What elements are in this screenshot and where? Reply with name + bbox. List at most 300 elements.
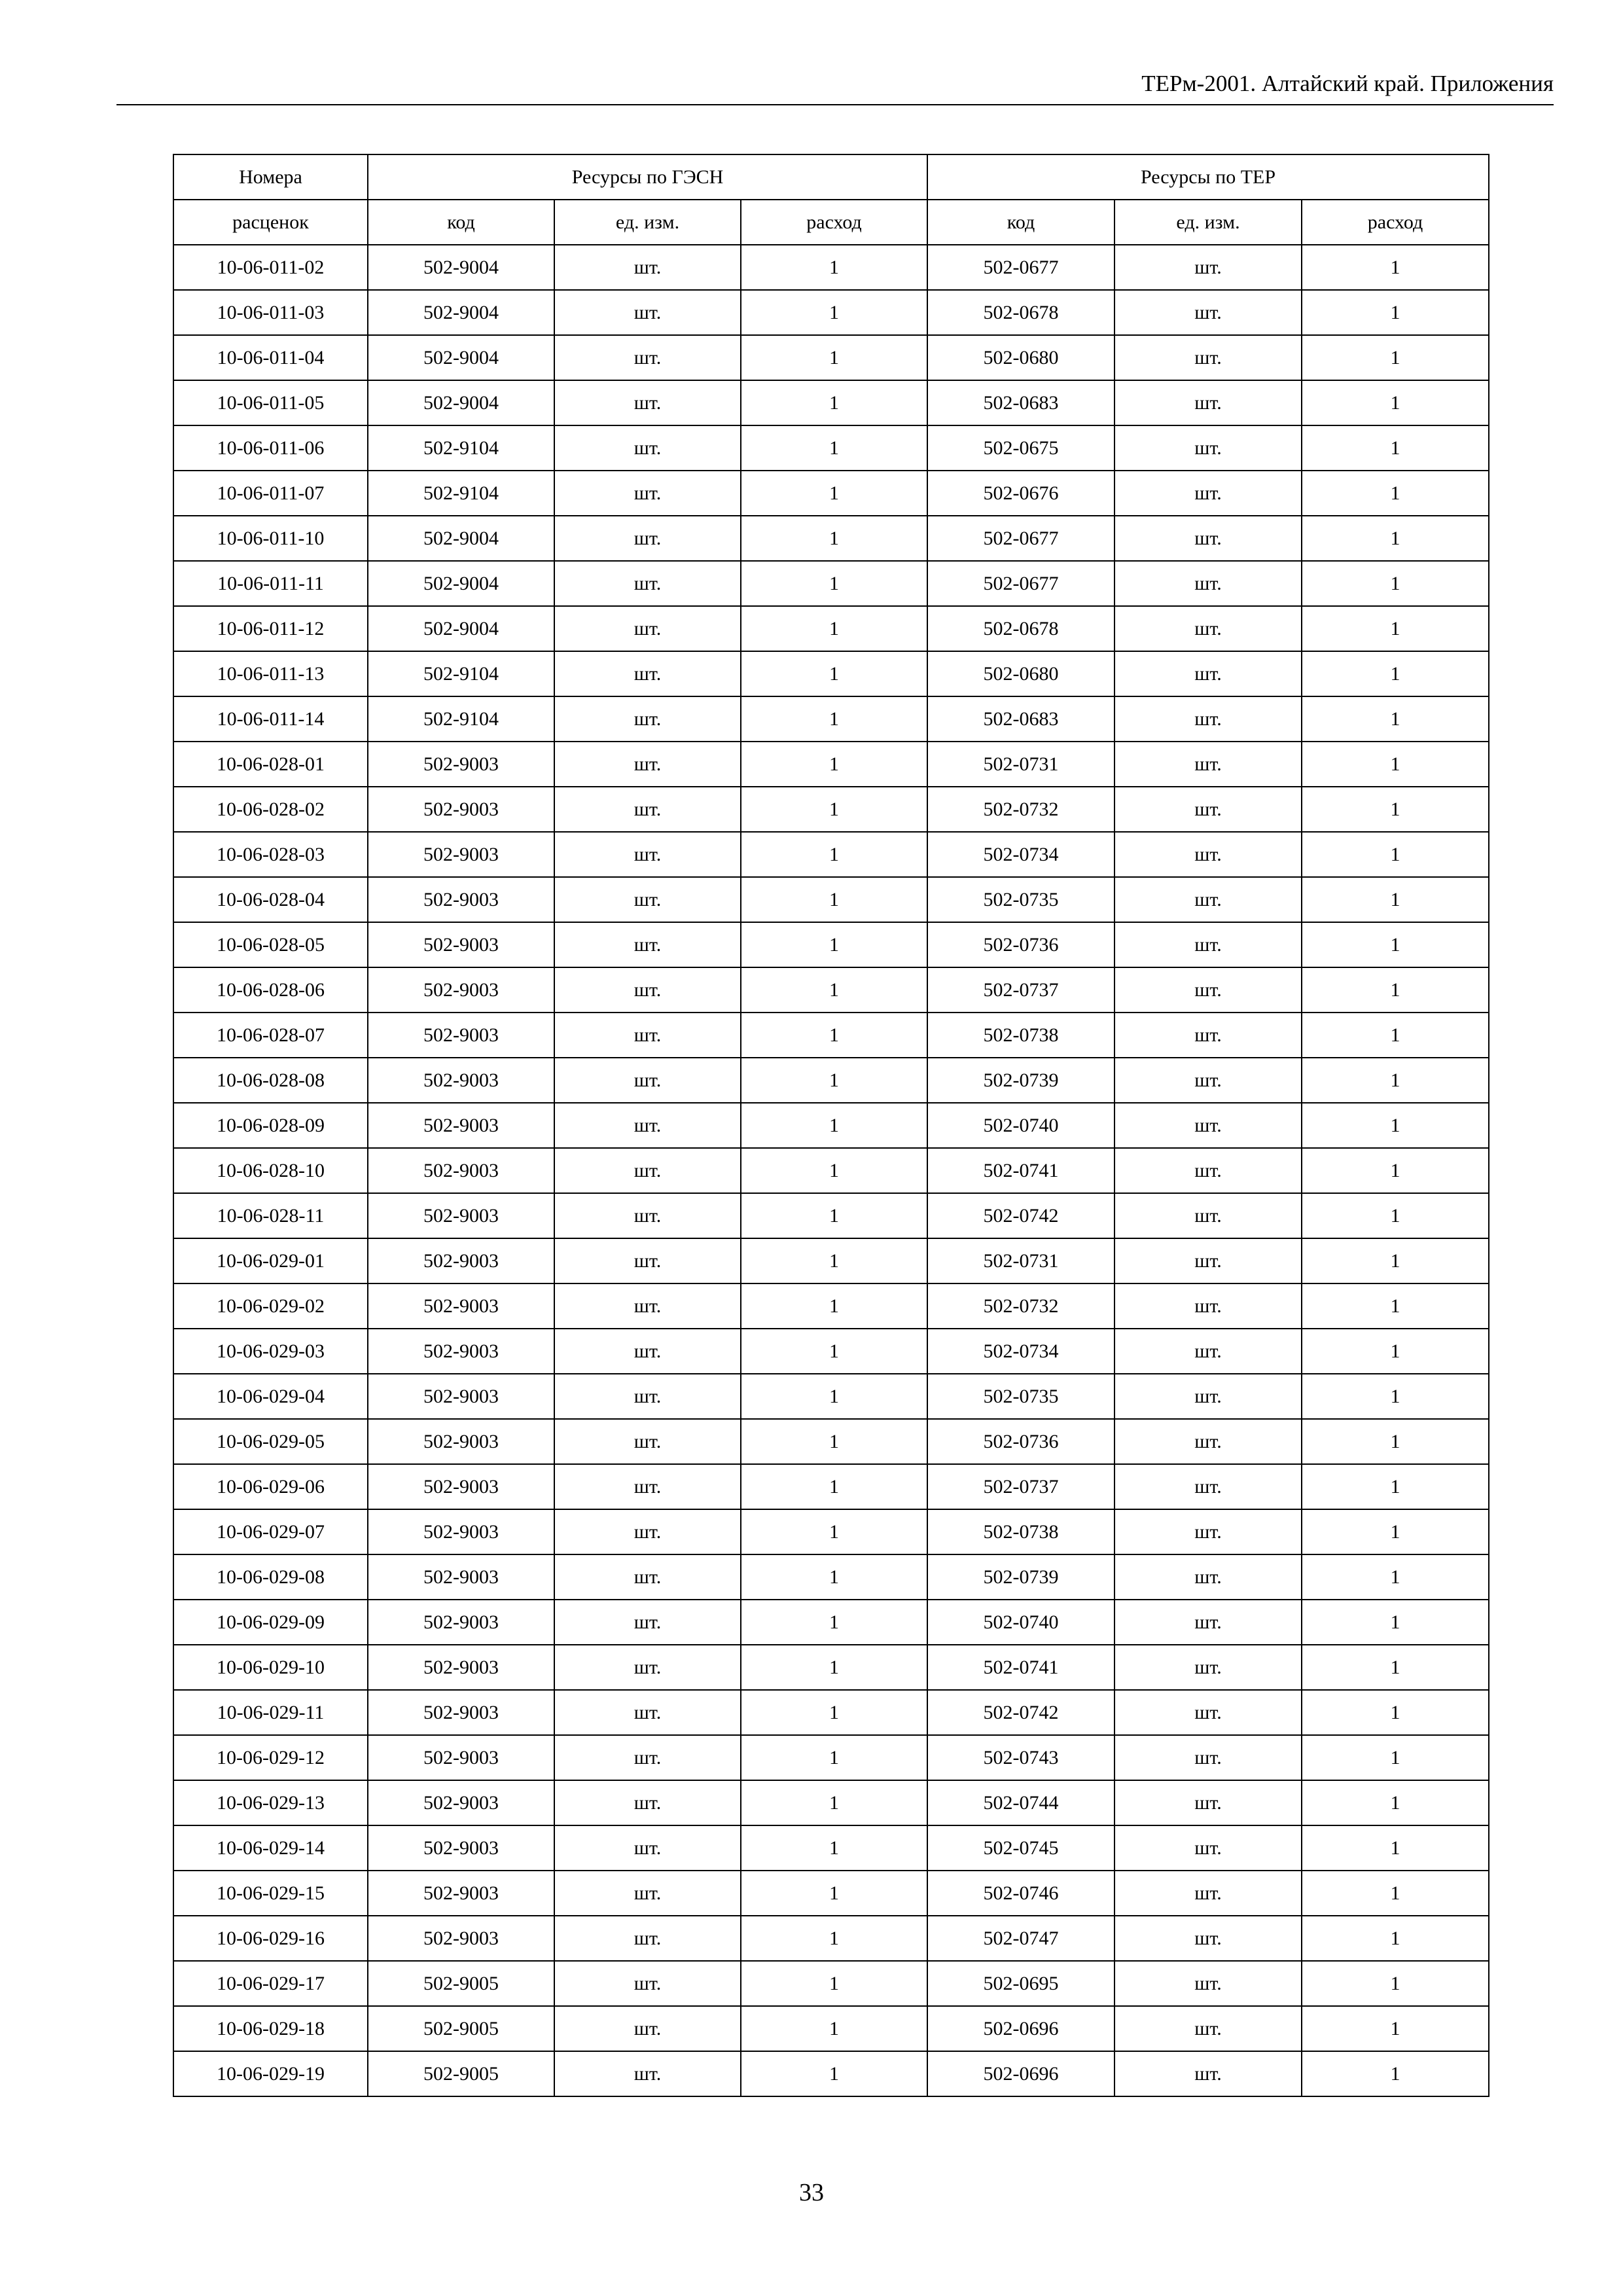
table-row bbox=[173, 2006, 1489, 2051]
table-row bbox=[173, 1735, 1489, 1780]
gesn-code-cell: 502-9104 bbox=[368, 696, 554, 742]
ter-qty-cell: 1 bbox=[1302, 1554, 1489, 1600]
gesn-unit-cell: шт. bbox=[554, 471, 741, 516]
rate-number-cell: 10-06-011-03 bbox=[173, 290, 368, 335]
rate-number-cell: 10-06-028-02 bbox=[173, 787, 368, 832]
ter-qty-cell: 1 bbox=[1302, 1238, 1489, 1283]
ter-unit-cell: шт. bbox=[1115, 471, 1302, 516]
ter-unit-cell: шт. bbox=[1115, 516, 1302, 561]
header-ter-qty: расход bbox=[1302, 200, 1489, 245]
rate-number-cell: 10-06-028-10 bbox=[173, 1148, 368, 1193]
table-row bbox=[173, 651, 1489, 696]
ter-unit-cell: шт. bbox=[1115, 877, 1302, 922]
header-rule bbox=[116, 104, 1554, 105]
ter-unit-cell: шт. bbox=[1115, 1329, 1302, 1374]
ter-unit-cell: шт. bbox=[1115, 561, 1302, 606]
ter-code-cell: 502-0744 bbox=[927, 1780, 1115, 1825]
header-row-columns bbox=[173, 200, 1489, 245]
table-row bbox=[173, 1780, 1489, 1825]
table-row bbox=[173, 2051, 1489, 2096]
header-ter-unit: ед. изм. bbox=[1115, 200, 1302, 245]
gesn-code-cell: 502-9004 bbox=[368, 380, 554, 425]
gesn-qty-cell: 1 bbox=[741, 1103, 927, 1148]
gesn-qty-cell: 1 bbox=[741, 425, 927, 471]
gesn-code-cell: 502-9005 bbox=[368, 1961, 554, 2006]
gesn-qty-cell: 1 bbox=[741, 696, 927, 742]
rate-number-cell: 10-06-029-17 bbox=[173, 1961, 368, 2006]
ter-qty-cell: 1 bbox=[1302, 1645, 1489, 1690]
rate-number-cell: 10-06-029-16 bbox=[173, 1916, 368, 1961]
rate-number-cell: 10-06-029-18 bbox=[173, 2006, 368, 2051]
ter-qty-cell: 1 bbox=[1302, 1058, 1489, 1103]
ter-unit-cell: шт. bbox=[1115, 1916, 1302, 1961]
table-row bbox=[173, 1374, 1489, 1419]
gesn-qty-cell: 1 bbox=[741, 1871, 927, 1916]
gesn-code-cell: 502-9004 bbox=[368, 561, 554, 606]
ter-unit-cell: шт. bbox=[1115, 335, 1302, 380]
gesn-unit-cell: шт. bbox=[554, 1464, 741, 1509]
ter-qty-cell: 1 bbox=[1302, 2051, 1489, 2096]
table-row bbox=[173, 967, 1489, 1013]
table-row bbox=[173, 1419, 1489, 1464]
gesn-code-cell: 502-9003 bbox=[368, 1013, 554, 1058]
ter-code-cell: 502-0677 bbox=[927, 245, 1115, 290]
gesn-unit-cell: шт. bbox=[554, 1103, 741, 1148]
ter-code-cell: 502-0737 bbox=[927, 967, 1115, 1013]
gesn-qty-cell: 1 bbox=[741, 1148, 927, 1193]
rate-number-cell: 10-06-011-05 bbox=[173, 380, 368, 425]
rate-number-cell: 10-06-028-08 bbox=[173, 1058, 368, 1103]
table-body bbox=[173, 154, 1489, 2096]
ter-unit-cell: шт. bbox=[1115, 1825, 1302, 1871]
ter-qty-cell: 1 bbox=[1302, 380, 1489, 425]
rate-number-cell: 10-06-028-11 bbox=[173, 1193, 368, 1238]
gesn-code-cell: 502-9003 bbox=[368, 1554, 554, 1600]
table-row bbox=[173, 1238, 1489, 1283]
table-row bbox=[173, 425, 1489, 471]
table-row bbox=[173, 832, 1489, 877]
gesn-code-cell: 502-9003 bbox=[368, 1058, 554, 1103]
ter-qty-cell: 1 bbox=[1302, 742, 1489, 787]
gesn-qty-cell: 1 bbox=[741, 471, 927, 516]
ter-code-cell: 502-0678 bbox=[927, 606, 1115, 651]
ter-code-cell: 502-0734 bbox=[927, 832, 1115, 877]
gesn-qty-cell: 1 bbox=[741, 561, 927, 606]
ter-code-cell: 502-0738 bbox=[927, 1509, 1115, 1554]
ter-qty-cell: 1 bbox=[1302, 2006, 1489, 2051]
ter-code-cell: 502-0742 bbox=[927, 1690, 1115, 1735]
header-numbers-top: Номера bbox=[173, 154, 368, 200]
gesn-qty-cell: 1 bbox=[741, 335, 927, 380]
gesn-qty-cell: 1 bbox=[741, 1419, 927, 1464]
ter-qty-cell: 1 bbox=[1302, 1780, 1489, 1825]
gesn-code-cell: 502-9004 bbox=[368, 290, 554, 335]
gesn-qty-cell: 1 bbox=[741, 922, 927, 967]
ter-code-cell: 502-0734 bbox=[927, 1329, 1115, 1374]
page-number: 33 bbox=[799, 2179, 824, 2206]
rate-number-cell: 10-06-028-05 bbox=[173, 922, 368, 967]
gesn-unit-cell: шт. bbox=[554, 1690, 741, 1735]
ter-code-cell: 502-0696 bbox=[927, 2051, 1115, 2096]
ter-code-cell: 502-0736 bbox=[927, 1419, 1115, 1464]
gesn-unit-cell: шт. bbox=[554, 1871, 741, 1916]
ter-unit-cell: шт. bbox=[1115, 1735, 1302, 1780]
ter-qty-cell: 1 bbox=[1302, 1825, 1489, 1871]
gesn-unit-cell: шт. bbox=[554, 1013, 741, 1058]
gesn-unit-cell: шт. bbox=[554, 651, 741, 696]
rate-number-cell: 10-06-028-04 bbox=[173, 877, 368, 922]
gesn-code-cell: 502-9003 bbox=[368, 1509, 554, 1554]
table-row bbox=[173, 1193, 1489, 1238]
gesn-unit-cell: шт. bbox=[554, 606, 741, 651]
table-row bbox=[173, 1690, 1489, 1735]
table-row bbox=[173, 335, 1489, 380]
gesn-code-cell: 502-9003 bbox=[368, 1283, 554, 1329]
gesn-unit-cell: шт. bbox=[554, 1148, 741, 1193]
gesn-qty-cell: 1 bbox=[741, 651, 927, 696]
gesn-unit-cell: шт. bbox=[554, 1509, 741, 1554]
gesn-qty-cell: 1 bbox=[741, 1283, 927, 1329]
table-row bbox=[173, 742, 1489, 787]
header-ter-code: код bbox=[927, 200, 1115, 245]
ter-qty-cell: 1 bbox=[1302, 1916, 1489, 1961]
rate-number-cell: 10-06-028-06 bbox=[173, 967, 368, 1013]
gesn-code-cell: 502-9005 bbox=[368, 2051, 554, 2096]
gesn-unit-cell: шт. bbox=[554, 1238, 741, 1283]
ter-qty-cell: 1 bbox=[1302, 832, 1489, 877]
gesn-code-cell: 502-9003 bbox=[368, 1690, 554, 1735]
ter-code-cell: 502-0740 bbox=[927, 1600, 1115, 1645]
ter-code-cell: 502-0732 bbox=[927, 787, 1115, 832]
gesn-code-cell: 502-9003 bbox=[368, 1464, 554, 1509]
table-row bbox=[173, 471, 1489, 516]
table-row bbox=[173, 1509, 1489, 1554]
ter-code-cell: 502-0736 bbox=[927, 922, 1115, 967]
ter-qty-cell: 1 bbox=[1302, 1103, 1489, 1148]
ter-unit-cell: шт. bbox=[1115, 2006, 1302, 2051]
gesn-unit-cell: шт. bbox=[554, 290, 741, 335]
rate-number-cell: 10-06-011-07 bbox=[173, 471, 368, 516]
ter-unit-cell: шт. bbox=[1115, 1238, 1302, 1283]
gesn-code-cell: 502-9104 bbox=[368, 651, 554, 696]
table-row bbox=[173, 561, 1489, 606]
ter-code-cell: 502-0746 bbox=[927, 1871, 1115, 1916]
table-row bbox=[173, 696, 1489, 742]
ter-code-cell: 502-0735 bbox=[927, 877, 1115, 922]
ter-qty-cell: 1 bbox=[1302, 1374, 1489, 1419]
gesn-qty-cell: 1 bbox=[741, 967, 927, 1013]
ter-unit-cell: шт. bbox=[1115, 1961, 1302, 2006]
table-row bbox=[173, 1871, 1489, 1916]
gesn-unit-cell: шт. bbox=[554, 335, 741, 380]
ter-qty-cell: 1 bbox=[1302, 335, 1489, 380]
gesn-code-cell: 502-9003 bbox=[368, 1374, 554, 1419]
gesn-qty-cell: 1 bbox=[741, 1916, 927, 1961]
ter-code-cell: 502-0738 bbox=[927, 1013, 1115, 1058]
ter-unit-cell: шт. bbox=[1115, 1509, 1302, 1554]
ter-unit-cell: шт. bbox=[1115, 380, 1302, 425]
gesn-qty-cell: 1 bbox=[741, 787, 927, 832]
table-row bbox=[173, 245, 1489, 290]
rate-number-cell: 10-06-028-03 bbox=[173, 832, 368, 877]
table-row bbox=[173, 1961, 1489, 2006]
gesn-unit-cell: шт. bbox=[554, 1374, 741, 1419]
gesn-unit-cell: шт. bbox=[554, 832, 741, 877]
gesn-unit-cell: шт. bbox=[554, 561, 741, 606]
rate-number-cell: 10-06-029-10 bbox=[173, 1645, 368, 1690]
ter-qty-cell: 1 bbox=[1302, 1329, 1489, 1374]
gesn-unit-cell: шт. bbox=[554, 696, 741, 742]
ter-unit-cell: шт. bbox=[1115, 1148, 1302, 1193]
rate-number-cell: 10-06-011-04 bbox=[173, 335, 368, 380]
rate-number-cell: 10-06-029-03 bbox=[173, 1329, 368, 1374]
ter-code-cell: 502-0740 bbox=[927, 1103, 1115, 1148]
gesn-qty-cell: 1 bbox=[741, 1509, 927, 1554]
gesn-unit-cell: шт. bbox=[554, 787, 741, 832]
table-row bbox=[173, 1058, 1489, 1103]
ter-qty-cell: 1 bbox=[1302, 651, 1489, 696]
gesn-unit-cell: шт. bbox=[554, 1780, 741, 1825]
ter-qty-cell: 1 bbox=[1302, 922, 1489, 967]
header-ter-resources: Ресурсы по ТЕР bbox=[927, 154, 1489, 200]
ter-qty-cell: 1 bbox=[1302, 561, 1489, 606]
ter-qty-cell: 1 bbox=[1302, 1735, 1489, 1780]
gesn-code-cell: 502-9003 bbox=[368, 922, 554, 967]
ter-unit-cell: шт. bbox=[1115, 1871, 1302, 1916]
ter-qty-cell: 1 bbox=[1302, 1193, 1489, 1238]
header-gesn-qty: расход bbox=[741, 200, 927, 245]
ter-code-cell: 502-0683 bbox=[927, 696, 1115, 742]
gesn-qty-cell: 1 bbox=[741, 245, 927, 290]
gesn-code-cell: 502-9003 bbox=[368, 1193, 554, 1238]
gesn-code-cell: 502-9003 bbox=[368, 1825, 554, 1871]
table-row bbox=[173, 516, 1489, 561]
gesn-unit-cell: шт. bbox=[554, 1916, 741, 1961]
ter-unit-cell: шт. bbox=[1115, 1554, 1302, 1600]
gesn-unit-cell: шт. bbox=[554, 245, 741, 290]
ter-code-cell: 502-0737 bbox=[927, 1464, 1115, 1509]
gesn-code-cell: 502-9003 bbox=[368, 1780, 554, 1825]
rate-number-cell: 10-06-011-12 bbox=[173, 606, 368, 651]
rate-number-cell: 10-06-011-13 bbox=[173, 651, 368, 696]
table-row bbox=[173, 1013, 1489, 1058]
gesn-unit-cell: шт. bbox=[554, 2051, 741, 2096]
ter-qty-cell: 1 bbox=[1302, 606, 1489, 651]
gesn-qty-cell: 1 bbox=[741, 1600, 927, 1645]
table-row bbox=[173, 1283, 1489, 1329]
ter-code-cell: 502-0735 bbox=[927, 1374, 1115, 1419]
ter-unit-cell: шт. bbox=[1115, 1690, 1302, 1735]
ter-qty-cell: 1 bbox=[1302, 877, 1489, 922]
gesn-unit-cell: шт. bbox=[554, 1329, 741, 1374]
gesn-qty-cell: 1 bbox=[741, 1329, 927, 1374]
table-row bbox=[173, 922, 1489, 967]
ter-code-cell: 502-0677 bbox=[927, 516, 1115, 561]
rate-number-cell: 10-06-028-09 bbox=[173, 1103, 368, 1148]
rate-number-cell: 10-06-029-13 bbox=[173, 1780, 368, 1825]
ter-unit-cell: шт. bbox=[1115, 1283, 1302, 1329]
ter-code-cell: 502-0677 bbox=[927, 561, 1115, 606]
ter-unit-cell: шт. bbox=[1115, 1103, 1302, 1148]
ter-qty-cell: 1 bbox=[1302, 787, 1489, 832]
gesn-code-cell: 502-9003 bbox=[368, 1916, 554, 1961]
ter-qty-cell: 1 bbox=[1302, 1871, 1489, 1916]
ter-code-cell: 502-0739 bbox=[927, 1058, 1115, 1103]
ter-code-cell: 502-0678 bbox=[927, 290, 1115, 335]
rate-number-cell: 10-06-029-06 bbox=[173, 1464, 368, 1509]
gesn-code-cell: 502-9003 bbox=[368, 1103, 554, 1148]
gesn-unit-cell: шт. bbox=[554, 742, 741, 787]
ter-qty-cell: 1 bbox=[1302, 696, 1489, 742]
gesn-qty-cell: 1 bbox=[741, 832, 927, 877]
rate-number-cell: 10-06-011-06 bbox=[173, 425, 368, 471]
gesn-code-cell: 502-9003 bbox=[368, 742, 554, 787]
ter-qty-cell: 1 bbox=[1302, 245, 1489, 290]
gesn-code-cell: 502-9003 bbox=[368, 1238, 554, 1283]
ter-qty-cell: 1 bbox=[1302, 1600, 1489, 1645]
ter-unit-cell: шт. bbox=[1115, 1193, 1302, 1238]
gesn-unit-cell: шт. bbox=[554, 1193, 741, 1238]
ter-code-cell: 502-0731 bbox=[927, 742, 1115, 787]
gesn-unit-cell: шт. bbox=[554, 922, 741, 967]
rate-number-cell: 10-06-029-02 bbox=[173, 1283, 368, 1329]
gesn-code-cell: 502-9003 bbox=[368, 1871, 554, 1916]
ter-qty-cell: 1 bbox=[1302, 1464, 1489, 1509]
gesn-code-cell: 502-9004 bbox=[368, 606, 554, 651]
ter-code-cell: 502-0732 bbox=[927, 1283, 1115, 1329]
ter-code-cell: 502-0683 bbox=[927, 380, 1115, 425]
gesn-qty-cell: 1 bbox=[741, 1374, 927, 1419]
rate-number-cell: 10-06-011-10 bbox=[173, 516, 368, 561]
gesn-qty-cell: 1 bbox=[741, 290, 927, 335]
gesn-unit-cell: шт. bbox=[554, 1735, 741, 1780]
gesn-qty-cell: 1 bbox=[741, 1193, 927, 1238]
ter-unit-cell: шт. bbox=[1115, 1464, 1302, 1509]
gesn-code-cell: 502-9003 bbox=[368, 1600, 554, 1645]
header-numbers-bottom: расценок bbox=[173, 200, 368, 245]
table-row bbox=[173, 1329, 1489, 1374]
ter-qty-cell: 1 bbox=[1302, 425, 1489, 471]
rate-number-cell: 10-06-029-09 bbox=[173, 1600, 368, 1645]
rate-number-cell: 10-06-029-19 bbox=[173, 2051, 368, 2096]
running-header: ТЕРм-2001. Алтайский край. Приложения bbox=[1141, 71, 1554, 96]
rate-number-cell: 10-06-029-11 bbox=[173, 1690, 368, 1735]
ter-qty-cell: 1 bbox=[1302, 1690, 1489, 1735]
rate-number-cell: 10-06-029-04 bbox=[173, 1374, 368, 1419]
gesn-code-cell: 502-9004 bbox=[368, 516, 554, 561]
rate-number-cell: 10-06-029-08 bbox=[173, 1554, 368, 1600]
table-row bbox=[173, 606, 1489, 651]
gesn-qty-cell: 1 bbox=[741, 1058, 927, 1103]
ter-code-cell: 502-0680 bbox=[927, 335, 1115, 380]
rate-number-cell: 10-06-011-02 bbox=[173, 245, 368, 290]
ter-unit-cell: шт. bbox=[1115, 922, 1302, 967]
ter-unit-cell: шт. bbox=[1115, 651, 1302, 696]
gesn-qty-cell: 1 bbox=[741, 1735, 927, 1780]
ter-unit-cell: шт. bbox=[1115, 1645, 1302, 1690]
gesn-code-cell: 502-9003 bbox=[368, 877, 554, 922]
ter-unit-cell: шт. bbox=[1115, 967, 1302, 1013]
ter-unit-cell: шт. bbox=[1115, 787, 1302, 832]
ter-qty-cell: 1 bbox=[1302, 1148, 1489, 1193]
gesn-unit-cell: шт. bbox=[554, 1554, 741, 1600]
gesn-unit-cell: шт. bbox=[554, 1645, 741, 1690]
gesn-code-cell: 502-9005 bbox=[368, 2006, 554, 2051]
rate-number-cell: 10-06-029-12 bbox=[173, 1735, 368, 1780]
resources-table bbox=[173, 154, 1489, 2097]
ter-unit-cell: шт. bbox=[1115, 425, 1302, 471]
ter-unit-cell: шт. bbox=[1115, 245, 1302, 290]
ter-unit-cell: шт. bbox=[1115, 290, 1302, 335]
table-row bbox=[173, 1103, 1489, 1148]
gesn-qty-cell: 1 bbox=[741, 1961, 927, 2006]
rate-number-cell: 10-06-029-14 bbox=[173, 1825, 368, 1871]
gesn-code-cell: 502-9003 bbox=[368, 1148, 554, 1193]
gesn-qty-cell: 1 bbox=[741, 1013, 927, 1058]
header-gesn-code: код bbox=[368, 200, 554, 245]
ter-code-cell: 502-0680 bbox=[927, 651, 1115, 696]
ter-unit-cell: шт. bbox=[1115, 742, 1302, 787]
gesn-unit-cell: шт. bbox=[554, 1961, 741, 2006]
table-row bbox=[173, 1916, 1489, 1961]
gesn-code-cell: 502-9003 bbox=[368, 967, 554, 1013]
table-row bbox=[173, 1464, 1489, 1509]
gesn-code-cell: 502-9003 bbox=[368, 1645, 554, 1690]
gesn-code-cell: 502-9003 bbox=[368, 1735, 554, 1780]
header-row-groups bbox=[173, 154, 1489, 200]
table-row bbox=[173, 1825, 1489, 1871]
ter-unit-cell: шт. bbox=[1115, 1780, 1302, 1825]
gesn-code-cell: 502-9104 bbox=[368, 425, 554, 471]
table-row bbox=[173, 1148, 1489, 1193]
gesn-code-cell: 502-9004 bbox=[368, 335, 554, 380]
rate-number-cell: 10-06-029-07 bbox=[173, 1509, 368, 1554]
rate-number-cell: 10-06-011-11 bbox=[173, 561, 368, 606]
rate-number-cell: 10-06-028-07 bbox=[173, 1013, 368, 1058]
ter-code-cell: 502-0745 bbox=[927, 1825, 1115, 1871]
ter-code-cell: 502-0741 bbox=[927, 1148, 1115, 1193]
ter-unit-cell: шт. bbox=[1115, 1419, 1302, 1464]
ter-code-cell: 502-0741 bbox=[927, 1645, 1115, 1690]
gesn-qty-cell: 1 bbox=[741, 1238, 927, 1283]
gesn-unit-cell: шт. bbox=[554, 425, 741, 471]
ter-code-cell: 502-0676 bbox=[927, 471, 1115, 516]
ter-code-cell: 502-0731 bbox=[927, 1238, 1115, 1283]
table-row bbox=[173, 1645, 1489, 1690]
gesn-code-cell: 502-9003 bbox=[368, 787, 554, 832]
table-row bbox=[173, 787, 1489, 832]
table-row bbox=[173, 1554, 1489, 1600]
gesn-unit-cell: шт. bbox=[554, 1825, 741, 1871]
gesn-unit-cell: шт. bbox=[554, 1419, 741, 1464]
gesn-code-cell: 502-9004 bbox=[368, 245, 554, 290]
gesn-unit-cell: шт. bbox=[554, 877, 741, 922]
ter-qty-cell: 1 bbox=[1302, 1961, 1489, 2006]
ter-code-cell: 502-0739 bbox=[927, 1554, 1115, 1600]
gesn-code-cell: 502-9003 bbox=[368, 1419, 554, 1464]
ter-code-cell: 502-0742 bbox=[927, 1193, 1115, 1238]
table-row bbox=[173, 877, 1489, 922]
ter-qty-cell: 1 bbox=[1302, 967, 1489, 1013]
ter-unit-cell: шт. bbox=[1115, 832, 1302, 877]
ter-unit-cell: шт. bbox=[1115, 2051, 1302, 2096]
rate-number-cell: 10-06-029-01 bbox=[173, 1238, 368, 1283]
ter-code-cell: 502-0743 bbox=[927, 1735, 1115, 1780]
gesn-qty-cell: 1 bbox=[741, 1464, 927, 1509]
gesn-qty-cell: 1 bbox=[741, 877, 927, 922]
gesn-unit-cell: шт. bbox=[554, 516, 741, 561]
ter-qty-cell: 1 bbox=[1302, 1283, 1489, 1329]
